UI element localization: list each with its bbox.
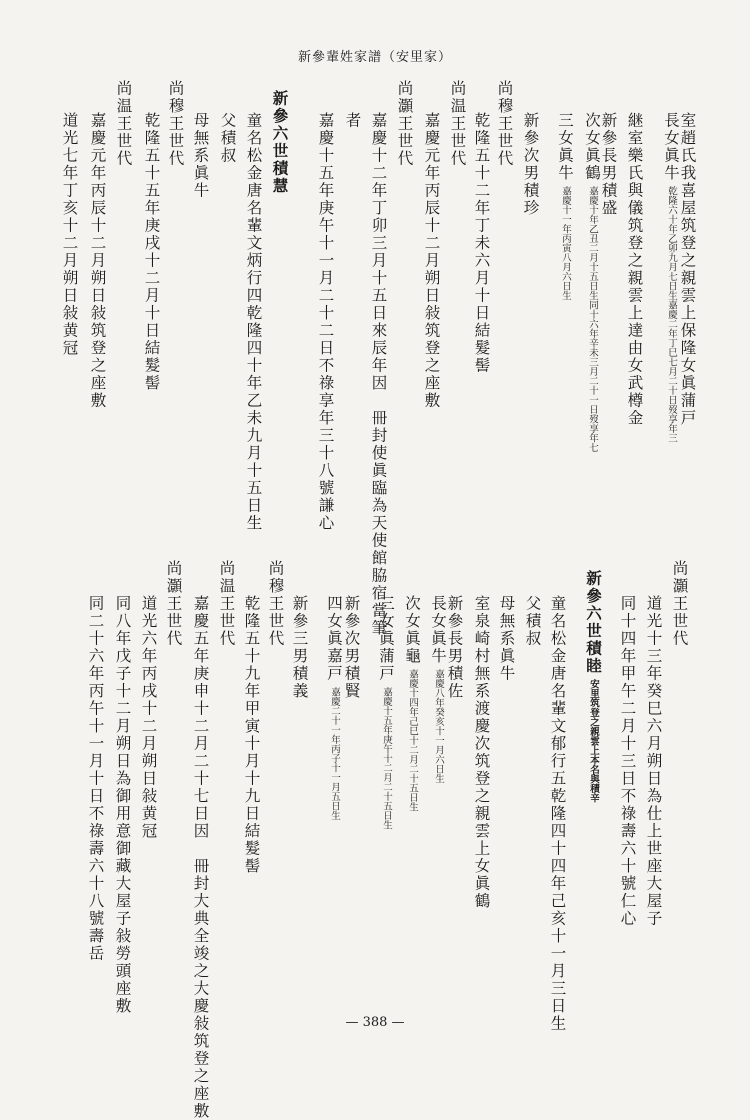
lower-column bbox=[114, 595, 130, 1015]
lower-column-text: 長女眞牛 bbox=[429, 595, 447, 665]
upper-column-text: 乾隆五十五年庚戌十二月十日結髮髻 bbox=[142, 112, 161, 392]
upper-column-text: 嘉慶十二年丁卯三月十五日來辰年因 冊封使眞臨為天使館脇宿當筆 bbox=[369, 112, 388, 637]
upper-column-text: 道光七年丁亥十二月朔日敍黄冠 bbox=[60, 112, 79, 357]
upper-column bbox=[423, 112, 439, 410]
lower-column bbox=[619, 595, 635, 928]
lower-column-note: 嘉慶二十一年丙子十一月五日生 bbox=[329, 686, 340, 820]
upper-column bbox=[89, 112, 105, 410]
upper-column bbox=[600, 112, 616, 217]
lower-column bbox=[165, 560, 181, 648]
lower-column bbox=[267, 560, 283, 648]
lower-column bbox=[420, 595, 445, 783]
lower-column bbox=[549, 595, 565, 1033]
lower-column-note: 安里筑登之親雲上本名與積辛 bbox=[588, 679, 599, 803]
lower-column-text: 母無系眞牛 bbox=[497, 595, 516, 683]
lower-column bbox=[394, 595, 419, 812]
upper-column-text: 継室樂氏與儀筑登之親雲上達由女武樽金 bbox=[625, 112, 644, 427]
lower-column-note: 嘉慶八年癸亥十一月六日生 bbox=[433, 669, 444, 783]
upper-column bbox=[522, 112, 538, 217]
upper-column-note: 嘉慶十一年丙寅八月六日生 bbox=[560, 186, 571, 300]
lower-column-text: 次女眞龜 bbox=[403, 595, 421, 665]
upper-column bbox=[115, 80, 131, 168]
lower-column-text: 尚温王世代 bbox=[217, 560, 236, 648]
upper-column-text: 新參長男積盛 bbox=[599, 112, 618, 217]
upper-column bbox=[143, 112, 159, 392]
lower-column-note: 嘉慶十四年己巳十二月二十五日生 bbox=[407, 669, 418, 812]
upper-column-text: 尚穆王世代 bbox=[166, 80, 185, 168]
lower-column bbox=[645, 595, 661, 928]
lower-column-text: 新參六世積睦 bbox=[584, 570, 603, 675]
upper-column bbox=[192, 112, 208, 200]
lower-column-text: 嘉慶五年庚申十二月二十七日因 冊封大典全竣之大慶敍筑登之座敷 bbox=[191, 595, 210, 1120]
page-number: — 388 — bbox=[345, 1015, 405, 1030]
upper-column bbox=[396, 80, 412, 168]
lower-column-text: 道光六年丙戌十二月朔日敍黄冠 bbox=[139, 595, 158, 840]
upper-column-text: 乾隆五十二年丁未六月十日結髮髻 bbox=[472, 112, 491, 375]
upper-column-text: 新參六世積慧 bbox=[270, 90, 290, 195]
lower-column bbox=[343, 595, 359, 700]
lower-column-text: 父積叔 bbox=[523, 595, 542, 648]
upper-column bbox=[679, 112, 695, 427]
upper-column bbox=[653, 112, 678, 443]
upper-column bbox=[317, 112, 333, 532]
upper-column bbox=[473, 112, 489, 375]
lower-column-text: 尚灝王世代 bbox=[164, 560, 183, 648]
lower-column-text: 尚穆王世代 bbox=[266, 560, 285, 648]
upper-column-text: 父積叔 bbox=[218, 112, 237, 165]
lower-column bbox=[575, 570, 601, 803]
upper-column bbox=[496, 80, 512, 168]
upper-column-text: 室趙氏我喜屋筑登之親雲上保隆女眞蒲戸 bbox=[678, 112, 697, 427]
upper-column-note: 嘉慶十年乙丑二月十五日生同十六年辛未三月二十一日歿享年七 bbox=[587, 186, 598, 452]
upper-column-text: 嘉慶元年丙辰十二月朔日敍筑登之座敷 bbox=[422, 112, 441, 410]
lower-column-text: 新參次男積賢 bbox=[342, 595, 361, 700]
upper-column bbox=[272, 90, 288, 195]
upper-column-text: 嘉慶十五年庚午十一月二十二日不祿享年三十八號謙心 bbox=[316, 112, 335, 532]
upper-column-note: 乾隆六十年乙卯九月七日生嘉慶二年丁巳七月二十日歿享年三 bbox=[666, 186, 677, 443]
lower-column bbox=[671, 560, 687, 648]
upper-column-text: 尚温王世代 bbox=[114, 80, 133, 168]
page-header: 新參輩姓家譜（安里家） bbox=[297, 50, 452, 65]
lower-column-text: 乾隆五十九年甲寅十月十九日結髮髻 bbox=[242, 595, 261, 875]
lower-column-text: 三女眞蒲戸 bbox=[377, 595, 395, 683]
upper-column-text: 尚灝王世代 bbox=[395, 80, 414, 168]
lower-column-note: 嘉慶十五年庚午十二月二十五日生 bbox=[381, 686, 392, 829]
upper-column bbox=[626, 112, 642, 427]
upper-column bbox=[167, 80, 183, 168]
upper-column-text: 尚温王世代 bbox=[448, 80, 467, 168]
lower-column bbox=[218, 560, 234, 648]
lower-column-text: 新參長男積佐 bbox=[445, 595, 464, 700]
lower-column-text: 室泉崎村無系渡慶次筑登之親雲上女眞鶴 bbox=[472, 595, 491, 910]
upper-column-text: 者 bbox=[343, 112, 362, 130]
lower-column bbox=[368, 595, 393, 829]
upper-column bbox=[547, 112, 572, 300]
lower-column bbox=[291, 595, 307, 700]
upper-column-text: 長女眞牛 bbox=[662, 112, 680, 182]
lower-column-text: 尚灝王世代 bbox=[670, 560, 689, 648]
upper-column bbox=[370, 112, 386, 637]
lower-column-text: 同十四年甲午二月十三日不祿壽六十號仁心 bbox=[618, 595, 637, 928]
upper-column-text: 母無系眞牛 bbox=[191, 112, 210, 200]
lower-column bbox=[446, 595, 462, 700]
lower-column-text: 新參三男積義 bbox=[290, 595, 309, 700]
upper-column bbox=[245, 112, 261, 532]
upper-column bbox=[449, 80, 465, 168]
upper-column bbox=[344, 112, 360, 130]
upper-column-text: 三女眞牛 bbox=[556, 112, 574, 182]
upper-column-text: 次女眞鶴 bbox=[583, 112, 601, 182]
upper-column bbox=[219, 112, 235, 165]
upper-column-text: 嘉慶元年丙辰十二月朔日敍筑登之座敷 bbox=[88, 112, 107, 410]
lower-column bbox=[316, 595, 341, 820]
upper-column bbox=[61, 112, 77, 357]
lower-column-text: 四女眞嘉戸 bbox=[325, 595, 343, 683]
upper-column-text: 尚穆王世代 bbox=[495, 80, 514, 168]
lower-column-text: 道光十三年癸巳六月朔日為仕上世座大屋子 bbox=[644, 595, 663, 928]
lower-column bbox=[473, 595, 489, 910]
upper-column bbox=[574, 112, 599, 452]
lower-column-text: 同二十六年丙午十一月十日不祿壽六十八號壽岳 bbox=[86, 595, 105, 963]
lower-column-text: 同八年戊子十二月朔日為御用意御藏大屋子敍勞頭座敷 bbox=[113, 595, 132, 1015]
lower-column bbox=[524, 595, 540, 648]
upper-column-text: 新參次男積珍 bbox=[521, 112, 540, 217]
lower-column bbox=[87, 595, 103, 963]
lower-column bbox=[140, 595, 156, 840]
upper-column-text: 童名松金唐名輩文炳行四乾隆四十年乙未九月十五日生 bbox=[244, 112, 263, 532]
lower-column bbox=[498, 595, 514, 683]
lower-column bbox=[192, 595, 208, 1120]
lower-column-text: 童名松金唐名輩文郁行五乾隆四十四年己亥十一月三日生 bbox=[548, 595, 567, 1033]
lower-column bbox=[243, 595, 259, 875]
